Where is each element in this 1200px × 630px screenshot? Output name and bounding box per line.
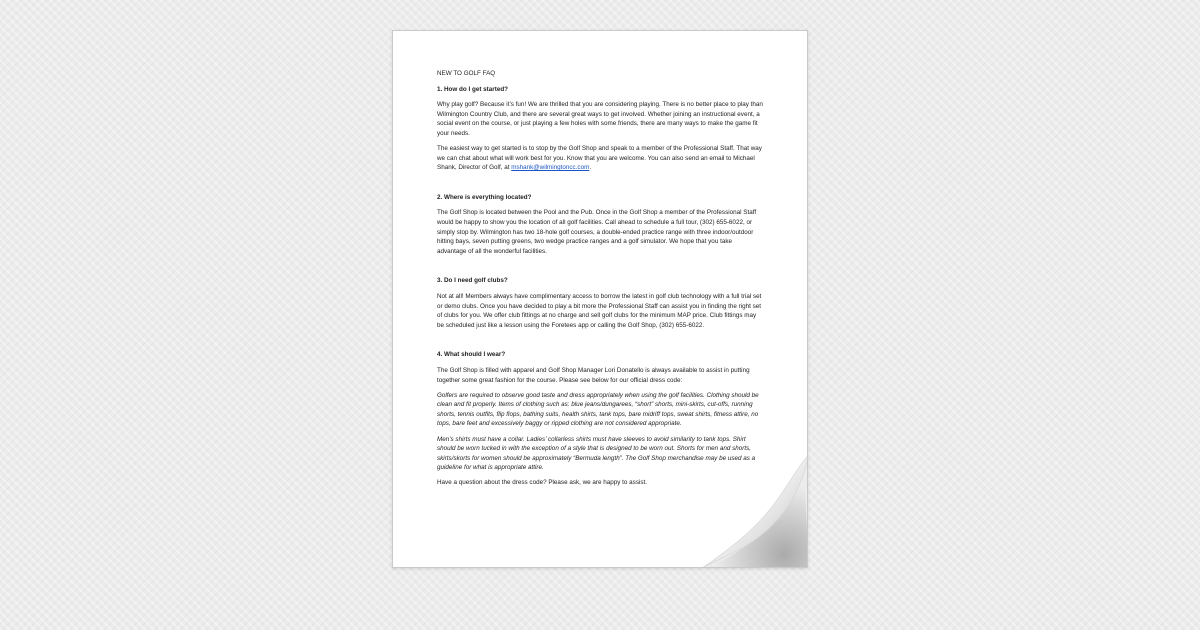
question-1-paragraph-2 [437, 144, 763, 173]
question-2-paragraph-1: The Golf Shop is located between the Pool and the Pub. Once in the Golf Shop a member of the Professional Staff would be happy to show you the location of all golf facilities. Call ahead to schedule a full tour, (302) 655-6022, or simply stop by. Wilmington has two 18-hole golf courses, a double-ended practice range with three indoor/outdoor hitting bays, seven putting greens, two wedge practice ranges and a golf simulator. We hope that you take advantage of all the wonderful facilities. [437, 209, 757, 255]
question-4-heading: 4. What should I wear? [437, 351, 506, 359]
page-curl [699, 449, 808, 568]
question-1-paragraph-2-end: . [589, 164, 592, 172]
document-page [392, 30, 808, 568]
dress-code-paragraph-2: Men’s shirts must have a collar. Ladies’ collarless shirts must have sleeves to avoid similarity to tank tops. Shirt should be worn tucked in with the exception of a style that is designed to be worn out. Shorts for men and shorts, skirts/skorts for women should be approximately “Bermuda length”. The Golf Shop merchandise may be used as a guideline for what is appropriate attire. [437, 435, 756, 472]
question-1-paragraph-1: Why play golf? Because it’s fun! We are thrilled that you are considering playing. There is no better place to play than Wilmington Country Club, and there are several great ways to get involved. Whether joining an instructional event, a social event on the course, or just playing a few holes with some friends, there are many ways to make the game fit your needs. [437, 101, 763, 137]
question-3-heading: 3. Do I need golf clubs? [437, 277, 508, 285]
question-1-heading: 1. How do I get started? [437, 85, 509, 93]
question-1-paragraph-2-text: The easiest way to get started is to stop by the Golf Shop and speak to a member of the Professional Staff. That way we can chat about what will work best for you. Know that you are welcome. You can also send an email to Michael Shank, Director of Golf, at [437, 145, 762, 172]
document-title: NEW TO GOLF FAQ [437, 70, 496, 77]
email-link[interactable]: mshank@wilmingtoncc.com [511, 164, 590, 172]
dress-code-paragraph-1: Golfers are required to observe good taste and dress appropriately when using the golf facilities. Clothing should be clean and fit properly. Items of clothing such as: blue jeans/dungarees, “short” shorts, mini-skirts, cut-offs, running shorts, tennis outfits, flip flops, bathing suits, health shirts, tank tops, bare midriff tops, sweat shirts, fitness attire, no tops, bare feet and excessively baggy or ripped clothing are not considered appropriate. [437, 391, 759, 428]
question-2-heading: 2. Where is everything located? [437, 193, 532, 201]
question-3-paragraph-1: Not at all! Members always have complimentary access to borrow the latest in golf club technology with a full trial set or demo clubs. Once you have decided to play a bit more the Professional Staff can assist you in finding the right set of clubs for you. We offer club fittings at no charge and sell golf clubs for the minimum MAP price. Club fittings may be scheduled just like a lesson using the Foretees app or calling the Golf Shop, (302) 655-6022. [437, 293, 762, 329]
question-4-paragraph-1: The Golf Shop is filled with apparel and Golf Shop Manager Lori Donatello is always available to assist in putting together some great fashion for the course. Please see below for our official dress code: [437, 366, 750, 384]
document-content [437, 69, 763, 494]
closing-line: Have a question about the dress code? Please ask, we are happy to assist. [437, 479, 648, 487]
